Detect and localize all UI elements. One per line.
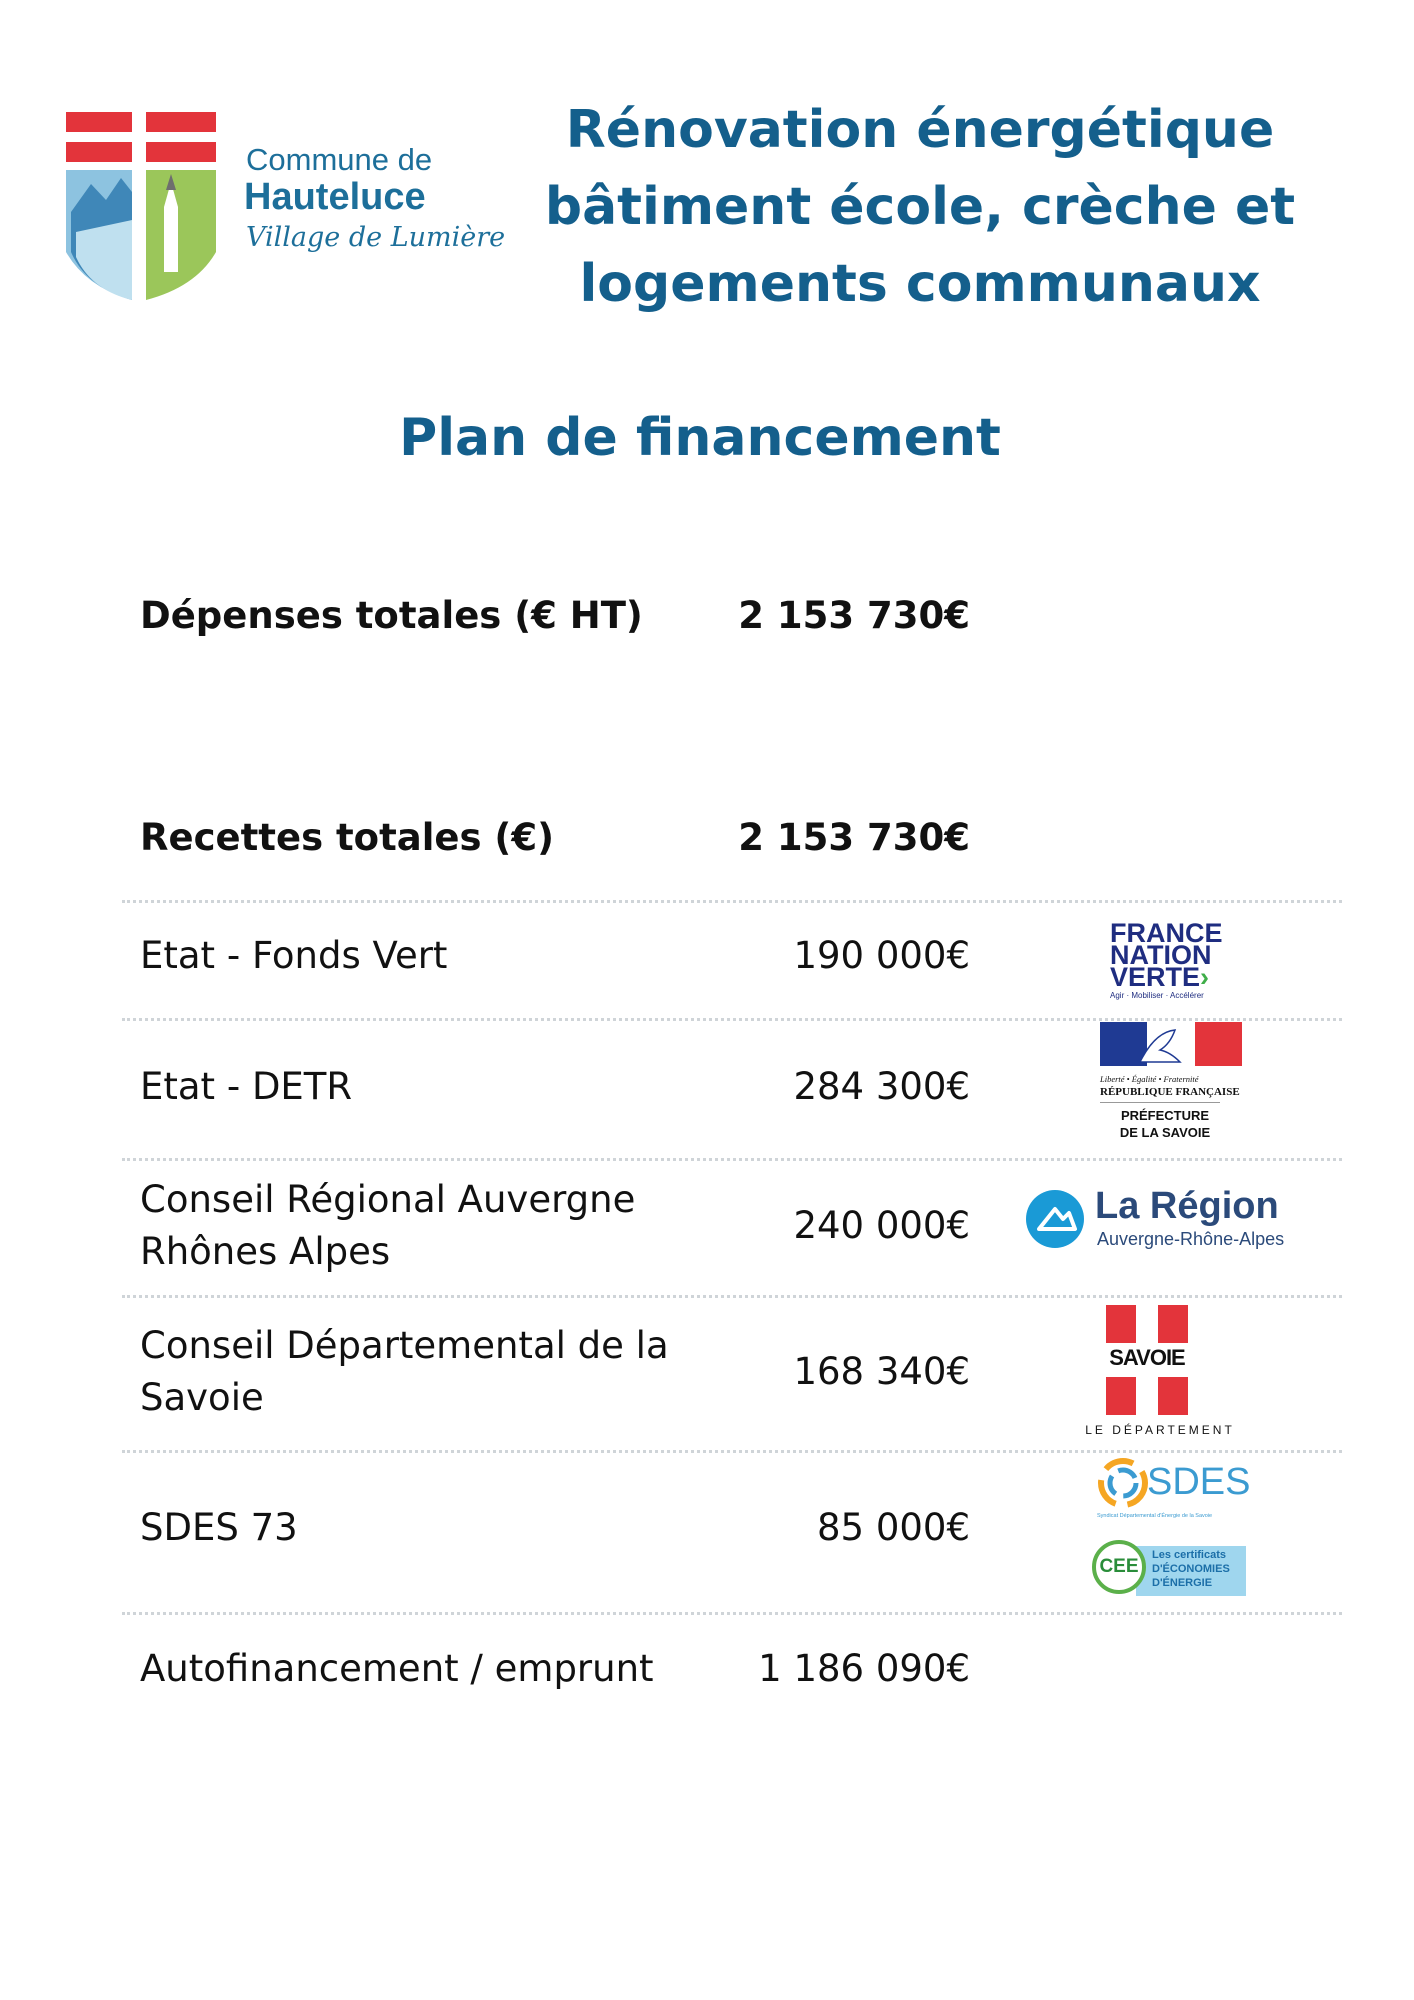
cee-line-1: Les certificats: [1152, 1549, 1226, 1561]
row-amount-sdes: 85 000€: [816, 1506, 970, 1549]
row-label-autofinancement: Autofinancement / emprunt: [140, 1647, 654, 1690]
prefecture-name: [1100, 1107, 1230, 1141]
sdes-name: SDES: [1147, 1461, 1251, 1503]
separator: [122, 900, 1342, 903]
separator: [122, 1018, 1342, 1021]
sdes-ring-icon: [1095, 1455, 1151, 1511]
savoie-name: SAVOIE: [1109, 1345, 1185, 1370]
section-title: Plan de financement: [399, 408, 1001, 468]
fnv-line-1: FRANCE: [1110, 918, 1223, 948]
sdes-logo: [1095, 1455, 1251, 1525]
divider: [1100, 1102, 1220, 1103]
savoie-sub: LE DÉPARTEMENT: [1085, 1423, 1235, 1437]
row-label-fonds-vert: Etat - Fonds Vert: [140, 934, 448, 977]
cee-logo: [1092, 1540, 1252, 1602]
separator: [122, 1295, 1342, 1298]
row-label-sdes: SDES 73: [140, 1506, 298, 1549]
region-mountain-icon: [1025, 1189, 1085, 1249]
separator: [122, 1158, 1342, 1161]
marianne-flag-icon: [1100, 1022, 1242, 1066]
row-amount-departement: 168 340€: [793, 1350, 970, 1393]
region-sub: Auvergne-Rhône-Alpes: [1097, 1229, 1285, 1249]
depenses-label: Dépenses totales (€ HT): [140, 594, 643, 637]
prefecture-line-1: PRÉFECTURE: [1120, 1108, 1210, 1123]
row-label-line: Rhônes Alpes: [140, 1230, 391, 1273]
fnv-tagline: Agir · Mobiliser · Accélérer: [1110, 991, 1204, 1000]
row-amount-region: 240 000€: [793, 1204, 970, 1247]
republique-motto: Liberté • Égalité • Fraternité: [1100, 1074, 1199, 1084]
row-amount-autofinancement: 1 186 090€: [758, 1647, 970, 1690]
row-label-departement: [140, 1320, 669, 1424]
page-title: [520, 92, 1320, 323]
cee-line-2: D'ÉCONOMIES: [1152, 1563, 1230, 1575]
region-name: La Région: [1095, 1185, 1279, 1227]
recettes-amount: 2 153 730€: [738, 816, 970, 859]
title-line-3: logements communaux: [579, 254, 1261, 314]
cee-text: [1152, 1548, 1230, 1590]
row-label-line: Conseil Régional Auvergne: [140, 1178, 636, 1221]
separator: [122, 1450, 1342, 1453]
row-amount-detr: 284 300€: [793, 1065, 970, 1108]
sdes-sub: Syndicat Départemental d'Énergie de la Savoie: [1097, 1513, 1213, 1519]
separator: [122, 1612, 1342, 1615]
region-logo: [1025, 1185, 1335, 1255]
row-label-detr: Etat - DETR: [140, 1065, 353, 1108]
row-label-region: [140, 1174, 635, 1278]
commune-label: Commune de: [246, 142, 433, 177]
depenses-amount: 2 153 730€: [738, 594, 970, 637]
fnv-line-2: NATION: [1110, 940, 1212, 970]
row-amount-fonds-vert: 190 000€: [793, 934, 970, 977]
title-line-1: Rénovation énergétique: [565, 100, 1275, 160]
row-label-line: Conseil Départemental de la: [140, 1324, 669, 1367]
title-line-2: bâtiment école, crèche et: [544, 177, 1296, 237]
hauteluce-crest-logo: [66, 112, 216, 300]
savoie-logo: [1085, 1305, 1237, 1440]
prefecture-logo: [1100, 1022, 1242, 1154]
commune-name: Hauteluce: [244, 176, 426, 218]
cee-badge: CEE: [1092, 1540, 1146, 1594]
row-label-line: Savoie: [140, 1376, 264, 1419]
republique-label: RÉPUBLIQUE FRANÇAISE: [1100, 1086, 1240, 1098]
france-nation-verte-logo: [1110, 918, 1230, 1008]
recettes-label: Recettes totales (€): [140, 816, 554, 859]
cee-line-3: D'ÉNERGIE: [1152, 1577, 1213, 1589]
commune-tagline: Village de Lumière: [246, 222, 506, 253]
prefecture-line-2: DE LA SAVOIE: [1119, 1125, 1211, 1140]
fnv-line-3: VERTE›: [1110, 962, 1210, 992]
